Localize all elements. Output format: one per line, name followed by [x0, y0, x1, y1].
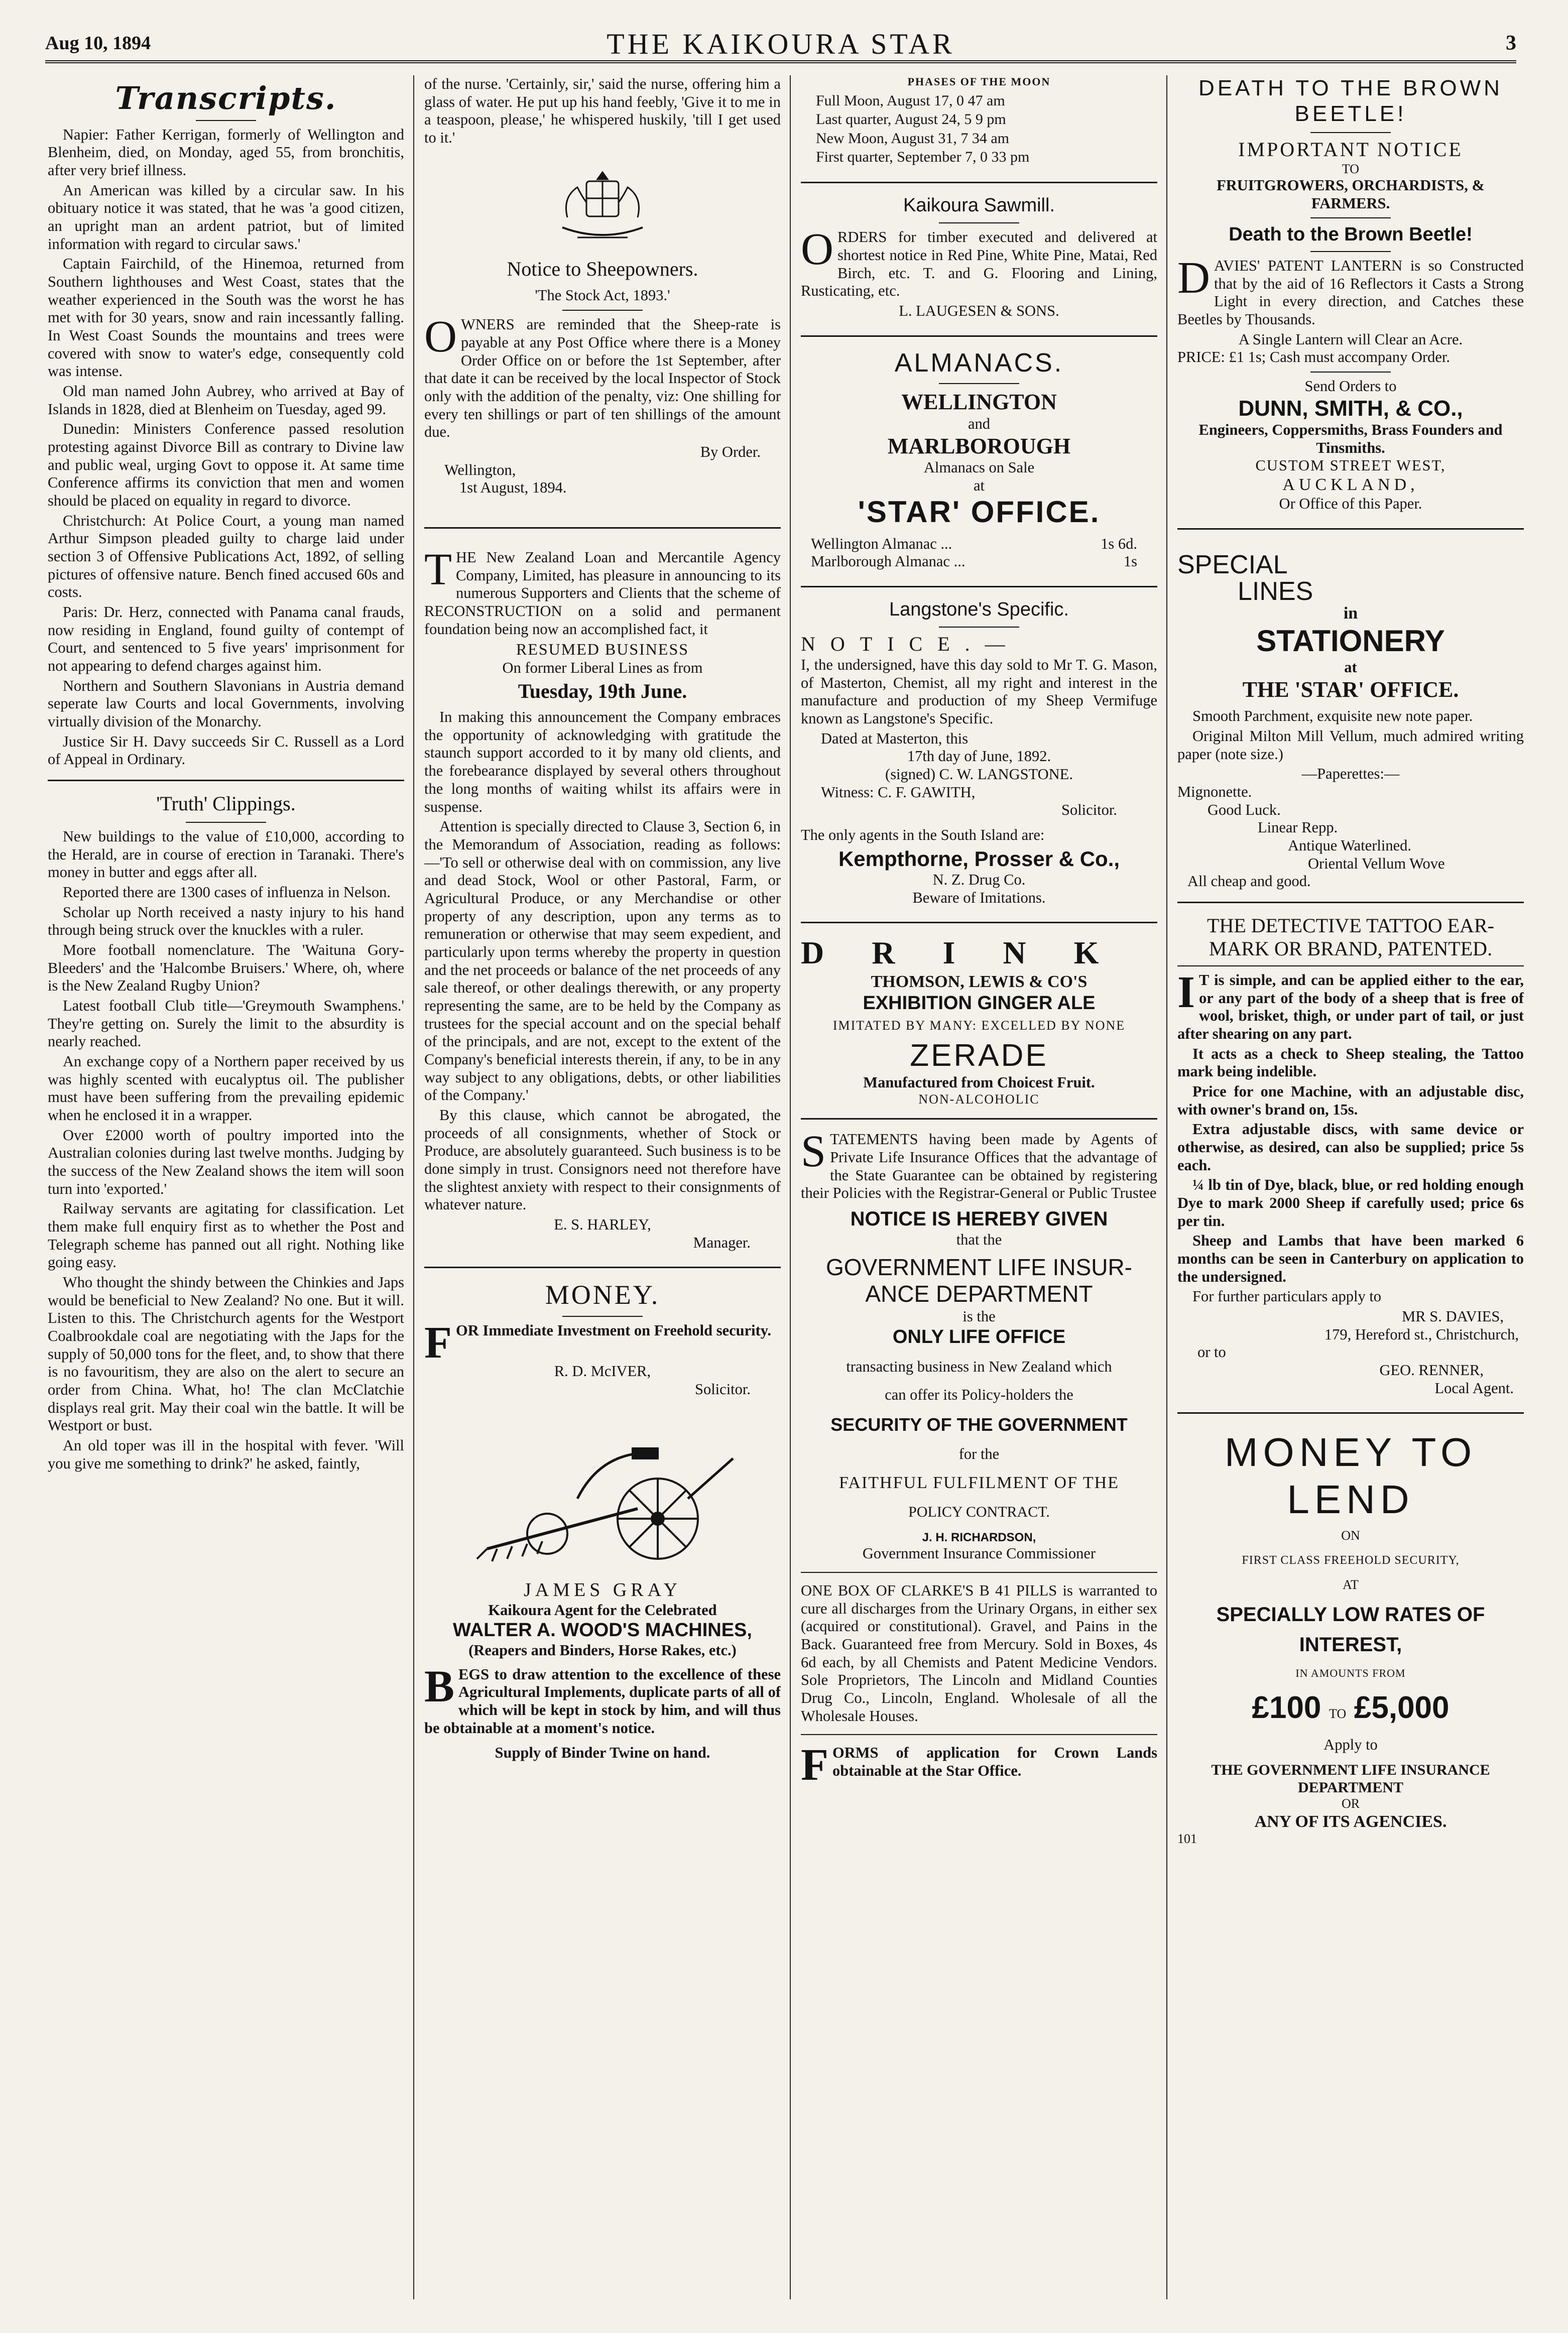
divider — [1310, 217, 1391, 218]
transcript-item: Napier: Father Kerrigan, formerly of Wellington and Blenheim, died, on Monday, aged 55, from bronchitis, after very brief illness. — [48, 126, 404, 179]
drink-manufactured: Manufactured from Choicest Fruit. — [863, 1074, 1095, 1091]
langstone-firm: Kempthorne, Prosser & Co., — [838, 846, 1120, 871]
notice-body: OWNERS are reminded that the Sheep-rate is payable at any Post Office where there is a Money Order Office on or before the 1st September, after that date it can be received by the local Inspector of Stock only with the addition of the penalty, viz: One shilling for every ten shillings or part of ten shillings of the amount due. — [424, 312, 781, 441]
langstone-firm2: N. Z. Drug Co. — [932, 871, 1026, 888]
tattoo-paragraph: It acts as a check to Sheep stealing, the Tattoo mark being indelible. — [1177, 1045, 1524, 1080]
almanacs-heading: ALMANACS. — [894, 348, 1064, 378]
langstone-date: 17th day of June, 1892. — [907, 748, 1051, 765]
notice-subheading: 'The Stock Act, 1893.' — [535, 287, 670, 304]
transcript-item: Dunedin: Ministers Conference passed resolution protesting against Divorce Bill as contrary to Divine law and public weal, urging Govt to oppose it. At same time Conference affirms its conviction that men and women should be placed on equality in regard to divorce. — [48, 420, 404, 509]
loan-former: On former Liberal Lines as from — [502, 659, 703, 676]
stationery-item: Mignonette. — [1177, 783, 1252, 800]
drink-imitated: IMITATED BY MANY: EXCELLED BY NONE — [832, 1018, 1126, 1033]
divider — [1310, 372, 1391, 373]
govlife-dept2: ANCE DEPARTMENT — [865, 1281, 1093, 1307]
lend-range — [1177, 1690, 1524, 1727]
loan-paragraph: In making this announcement the Company embraces the opportunity of acknowledging with gratitude the staunch support accorded to it by many old clients, and the forebearance displayed by several others throughout the long months of waiting whilst its affairs were in suspense. — [424, 708, 781, 815]
loan-role: Manager. — [693, 1234, 751, 1251]
divider — [1177, 1412, 1524, 1414]
stationery-item: Antique Waterlined. — [1288, 836, 1411, 854]
beetle-street: CUSTOM STREET WEST, — [1255, 457, 1446, 474]
divider — [801, 182, 1157, 183]
stationery-item: Smooth Parchment, exquisite new note paper. — [1192, 707, 1473, 725]
sawmill-body: ORDERS for timber executed and delivered at shortest notice in Red Pine, White Pine, Matai, Red Birch, etc. T. and G. Flooring and Lining, Rusticating, etc. — [801, 224, 1157, 300]
divider — [1177, 965, 1524, 966]
transcript-item: Northern and Southern Slavonians in Austria demand seperate law Courts and local Governments, involving virtually division of the Monarchy. — [48, 677, 404, 730]
lend-to: £5,000 — [1354, 1690, 1450, 1725]
govlife-notice: NOTICE IS HEREBY GIVEN — [850, 1208, 1108, 1231]
beetle-trades: Engineers, Coppersmiths, Brass Founders and Tinsmiths. — [1198, 421, 1503, 456]
langstone-witness: Witness: C. F. GAWITH, — [821, 783, 976, 801]
tattoo-or: or to — [1197, 1343, 1226, 1361]
lend-dept-1: THE GOVERNMENT LIFE INSURANCE — [1211, 1762, 1490, 1779]
clipping-item: More football nomenclature. The 'Waituna Gory-Bleeders' and the 'Halcombe Bruisers.' Where, oh, where is the New Zealand Rugby Union? — [48, 941, 404, 995]
govlife-policy: POLICY CONTRACT. — [908, 1504, 1050, 1521]
clipping-item: An old toper was ill in the hospital with fever. 'Will you give me something to drink?' he asked, faintly, — [48, 1437, 404, 1472]
lend-security: FIRST CLASS FREEHOLD SECURITY, — [1242, 1554, 1460, 1567]
column-3 — [801, 75, 1157, 2299]
stationery-item: —Paperettes:— — [1301, 765, 1400, 783]
beetle-price: PRICE: £1 1s; Cash must accompany Order. — [1177, 348, 1451, 366]
clipping-item: Scholar up North received a nasty injury to his hand through being struck over the knuckles with a ruler. — [48, 903, 404, 939]
loan-date: Tuesday, 19th June. — [518, 680, 687, 703]
money-role: Solicitor. — [695, 1380, 751, 1398]
divider — [939, 627, 1019, 628]
langstone-agents: The only agents in the South Island are: — [801, 826, 1045, 844]
divider — [196, 120, 256, 121]
column-4 — [1177, 75, 1524, 2299]
divider — [801, 1118, 1157, 1120]
drink-zerade: ZERADE — [910, 1038, 1048, 1073]
divider — [801, 1572, 1157, 1573]
lend-rates-2: INTEREST, — [1299, 1634, 1402, 1656]
drink-heading: DRINK — [801, 935, 1147, 971]
money-signer: R. D. McIVER, — [554, 1362, 651, 1380]
langstone-dated: Dated at Masterton, this — [821, 729, 969, 747]
almanac-price-row — [811, 535, 1137, 553]
govlife-is: is the — [962, 1308, 996, 1325]
divider — [1177, 902, 1524, 903]
clipping-item: Reported there are 1300 cases of influenza in Nelson. — [63, 883, 391, 901]
stationery-items — [1177, 707, 1524, 891]
royal-crest-icon — [547, 162, 658, 248]
clipping-item: Over £2000 worth of poultry imported into the Australian colonies during last twelve months. Judging by the success of the New Zealand shows the item will soon turn into 'exported.' — [48, 1126, 404, 1197]
divider — [1310, 251, 1391, 252]
almanac-price: 1s 6d. — [1101, 535, 1137, 552]
gray-name: JAMES GRAY — [523, 1579, 682, 1601]
stationery-item: Good Luck. — [1208, 801, 1281, 818]
lend-on: ON — [1341, 1528, 1360, 1543]
lend-heading-1: MONEY TO — [1224, 1430, 1477, 1475]
tattoo-agent: GEO. RENNER, — [1379, 1362, 1484, 1379]
govlife-signer: J. H. RICHARDSON, — [922, 1531, 1036, 1545]
langstone-witness-role: Solicitor. — [1061, 801, 1117, 819]
moon-phases-title: PHASES OF THE MOON — [907, 75, 1051, 88]
drink-product: EXHIBITION GINGER ALE — [863, 992, 1096, 1014]
beetle-office: Or Office of this Paper. — [1279, 495, 1422, 512]
tattoo-paragraph: Sheep and Lambs that have been marked 6 months can be seen in Canterbury on application to the undersigned. — [1177, 1232, 1524, 1285]
story-continuation: of the nurse. 'Certainly, sir,' said the nurse, offering him a glass of water. He put up his hand feebly, 'Give it to me in a teaspoon, please,' he whispered huskily, 'till I get used to it.' — [424, 75, 781, 147]
beetle-to: TO — [1342, 161, 1360, 176]
tattoo-agent-role: Local Agent. — [1434, 1379, 1514, 1397]
divider — [562, 310, 643, 311]
truth-clippings-list — [48, 828, 404, 1473]
truth-clippings-heading: 'Truth' Clippings. — [156, 792, 296, 815]
stationery-lines: LINES — [1238, 577, 1313, 606]
govlife-faithful: FAITHFUL FULFILMENT OF THE — [839, 1474, 1119, 1493]
clipping-item: New buildings to the value of £10,000, according to the Herald, are in course of erection in Taranaki. There's money in butter and eggs after all. — [48, 827, 404, 881]
issue-date: Aug 10, 1894 — [45, 33, 151, 54]
transcripts-list — [48, 126, 404, 769]
almanac-name: Wellington Almanac ... — [811, 535, 952, 552]
govlife-for: for the — [958, 1445, 1000, 1462]
govlife-dept1: GOVERNMENT LIFE INSUR- — [826, 1254, 1132, 1280]
tattoo-paragraph: Price for one Machine, with an adjustable disc, with owner's brand on, 15s. — [1177, 1083, 1524, 1118]
almanac-price-row — [811, 553, 1137, 571]
clipping-item: Latest football Club title—'Greymouth Swamphens.' They're getting on. Surely the limit to the absurdity is nearly reached. — [48, 997, 404, 1050]
stationery-office: THE 'STAR' OFFICE. — [1242, 677, 1459, 702]
tattoo-paragraph: For further particulars apply to — [1192, 1288, 1382, 1305]
divider — [48, 780, 404, 781]
sawmill-signer: L. LAUGESEN & SONS. — [899, 302, 1059, 319]
govlife-body: STATEMENTS having been made by Agents of Private Life Insurance Offices that the advantage of the State Guarantee can be obtained by registering their Policies with the Registrar-General or Public Trustee — [801, 1127, 1157, 1202]
almanacs-marlborough: MARLBOROUGH — [887, 433, 1071, 458]
loan-signer: E. S. HARLEY, — [554, 1215, 651, 1233]
tattoo-address: 179, Hereford st., Christchurch, — [1324, 1325, 1519, 1343]
notice-place: Wellington, — [444, 461, 516, 478]
transcript-item: Captain Fairchild, of the Hinemoa, returned from Southern lighthouses and West Coast, states that the weather experienced in the South was the worst he has met with for 30 years, snow and rain incessantly falling. In West Coast Sounds the mountains and trees were covered with snow to water's edge, consequently cold was intense. — [48, 255, 404, 380]
almanacs-and: and — [968, 415, 991, 432]
gray-twine: Supply of Binder Twine on hand. — [495, 1744, 710, 1762]
divider — [939, 383, 1019, 384]
beetle-firm: DUNN, SMITH, & CO., — [1238, 396, 1463, 421]
lend-apply: Apply to — [1323, 1736, 1378, 1754]
column-rule — [413, 75, 414, 2299]
moon-phase: Full Moon, August 17, 0 47 am — [816, 92, 1005, 109]
almanac-name: Marlborough Almanac ... — [811, 553, 966, 570]
gray-machines: WALTER A. WOOD'S MACHINES, — [453, 1620, 752, 1641]
lend-agencies: ANY OF ITS AGENCIES. — [1254, 1812, 1447, 1831]
divider — [1177, 528, 1524, 530]
clipping-item: Railway servants are agitating for classification. Let them make full enquiry first as to whether the Post and Telegraph scheme has panned out all right. Nothing like going easy. — [48, 1200, 404, 1271]
money-body: FOR Immediate Investment on Freehold security. — [424, 1318, 771, 1368]
govlife-only: ONLY LIFE OFFICE — [892, 1326, 1066, 1347]
divider — [801, 922, 1157, 923]
almanacs-office: 'STAR' OFFICE. — [858, 495, 1101, 529]
divider — [801, 1734, 1157, 1735]
stationery-at: at — [1344, 659, 1357, 676]
transcript-item: An American was killed by a circular saw. In his obituary notice it was stated, that he was 'a good citizen, an upright man an ardent patriot, but of limited information with regard to circular saws.' — [48, 181, 404, 253]
moon-phase: First quarter, September 7, 0 33 pm — [816, 149, 1030, 166]
govlife-transacting: transacting business in New Zealand which — [846, 1358, 1112, 1376]
stationery-special: SPECIAL — [1177, 550, 1288, 579]
loan-paragraph: By this clause, which cannot be abrogated, the proceeds of all consignments, whether of Stock or Produce, are absolutely guaranteed. Such business is to be done simply in trust. Consignors need not therefore have the slightest anxiety with respect to their consignments of whatever nature. — [424, 1106, 781, 1213]
clipping-item: Who thought the shindy between the Chinkies and Japs would be beneficial to New Zealand? No one. But it will. Listen to this. The Christchurch agents for the Westport Coalbrookdale coal are negotiating with the Japs for the supply of 50,000 tons for the fleet, and, to show that there is no favouritism, they are also on the alert to secure an order from China. What, ho! The clan McClatchie displays real grit. May their coal win the battle. It will be Westport or bust. — [48, 1273, 404, 1434]
transcript-item: Justice Sir H. Davy succeeds Sir C. Russell as a Lord of Appeal in Ordinary. — [48, 732, 404, 768]
divider — [424, 1267, 781, 1268]
divider — [939, 222, 1019, 223]
tattoo-paragraph: IT is simple, and can be applied either to the ear, or any part of the body of a sheep that is free of wool, brisket, thigh, or under part of tail, or just after shearing on any part. — [1177, 967, 1524, 1043]
transcript-item: Old man named John Aubrey, who arrived at Bay of Islands in 1828, died at Blenheim on Tuesday, aged 99. — [48, 382, 404, 418]
moon-phases-list — [801, 91, 1157, 167]
lend-amounts: IN AMOUNTS FROM — [1295, 1667, 1406, 1680]
sawmill-heading: Kaikoura Sawmill. — [903, 194, 1055, 216]
divider — [801, 586, 1157, 587]
gray-body: BEGS to draw attention to the excellence of these Agricultural Implements, duplicate parts of all of which will be kept in stock by him, and will thus be obtainable at a moment's notice. — [424, 1661, 781, 1737]
govlife-security: SECURITY OF THE GOVERNMENT — [830, 1414, 1128, 1435]
notice-by: By Order. — [700, 443, 761, 460]
stationery-in: in — [1343, 604, 1358, 623]
gray-agent: Kaikoura Agent for the Celebrated — [488, 1601, 717, 1619]
stationery-word: STATIONERY — [1256, 624, 1445, 658]
langstone-signed: (signed) C. W. LANGSTONE. — [885, 766, 1073, 783]
stationery-item: All cheap and good. — [1187, 873, 1311, 890]
tattoo-signer: MR S. DAVIES, — [1402, 1308, 1504, 1325]
beetle-heading: DEATH TO THE BROWN BEETLE! — [1198, 76, 1503, 127]
almanac-price: 1s — [1123, 553, 1137, 570]
lend-from: £100 — [1252, 1690, 1321, 1725]
money-heading: MONEY. — [545, 1280, 660, 1310]
langstone-beware: Beware of Imitations. — [912, 889, 1046, 906]
column-rule — [790, 75, 791, 2299]
tattoo-paragraph: ¼ lb tin of Dye, black, blue, or red holding enough Dye to mark 2000 Sheep if carefully used; price 6s per tin. — [1177, 1176, 1524, 1230]
masthead — [45, 25, 1516, 63]
beetle-subheading: Death to the Brown Beetle! — [1229, 224, 1473, 245]
clarke-pills-body: ONE BOX OF CLARKE'S B 41 PILLS is warranted to cure all discharges from the Urinary Organs, in either sex (acquired or constitutional). Gravel, and Pains in the Back. Guaranteed free from Mercury. Sold in Boxes, 4s 6d each, by all Chemists and Patent Medicine Vendors. Sole Proprietors, The Lincoln and Midland Counties Drug Co., Lincoln, England. Wholesale of all the Wholesale Houses. — [801, 1582, 1157, 1725]
newspaper-title: THE KAIKOURA STAR — [607, 28, 955, 60]
langstone-notice: NOTICE.— — [801, 633, 1020, 656]
transcript-item: Paris: Dr. Herz, connected with Panama canal frauds, now residing in England, found guilty of contempt of Court, and sentenced to 5 five years' imprisonment for not appearing to defend charges against him. — [48, 603, 404, 675]
beetle-notice: IMPORTANT NOTICE — [1238, 138, 1463, 161]
clipping-item: An exchange copy of a Northern paper received by us was highly scented with eucalyptus oil. The publisher must have been suffering from the prevailing epidemic when he enclosed it in a wrapper. — [48, 1052, 404, 1124]
drink-non-alcoholic: NON-ALCOHOLIC — [918, 1092, 1040, 1107]
lend-or: OR — [1341, 1796, 1360, 1811]
lend-heading-2: LEND — [1287, 1477, 1414, 1522]
notice-sheepowners-heading: Notice to Sheepowners. — [507, 257, 698, 280]
divider — [562, 1316, 643, 1317]
langstone-body: I, the undersigned, have this day sold to Mr T. G. Mason, of Masterton, Chemist, all my right and interest in the manufacture and production of my Sheep Vermifuge known as Langstone's Specific. — [801, 656, 1157, 727]
transcript-item: Christchurch: At Police Court, a young man named Arthur Simpson pleaded guilty to charge laid under section 3 of Offensive Publications Act, 1892, of selling pictures of offensive nature. Bench fined accused 60s and costs. — [48, 512, 404, 601]
lend-at: AT — [1343, 1577, 1359, 1592]
divider — [424, 527, 781, 529]
divider — [186, 822, 266, 823]
divider — [801, 335, 1157, 337]
lend-dept-2: DEPARTMENT — [1297, 1779, 1404, 1796]
crown-lands-forms: FORMS of application for Crown Lands obtainable at the Star Office. — [801, 1740, 1157, 1790]
govlife-role: Government Insurance Commissioner — [862, 1545, 1096, 1562]
notice-date: 1st August, 1894. — [459, 479, 567, 497]
govlife-can: can offer its Policy-holders the — [885, 1386, 1073, 1403]
column-rule — [1166, 75, 1167, 2299]
tattoo-heading: THE DETECTIVE TATTOO EAR-MARK OR BRAND, PATENTED. — [1207, 914, 1494, 960]
langstone-heading: Langstone's Specific. — [889, 598, 1069, 620]
drink-makers: THOMSON, LEWIS & CO'S — [871, 972, 1088, 992]
reaper-machine-icon — [467, 1418, 738, 1569]
transcripts-heading: Transcripts. — [115, 80, 337, 116]
loan-resumed: RESUMED BUSINESS — [516, 640, 689, 659]
almanacs-wellington: WELLINGTON — [901, 390, 1057, 415]
divider — [1310, 132, 1391, 133]
moon-phase: Last quarter, August 24, 5 9 pm — [816, 111, 1006, 128]
almanacs-sale: Almanacs on Sale — [923, 458, 1035, 476]
beetle-body: DAVIES' PATENT LANTERN is so Constructed that by the aid of 16 Reflectors it Casts a Strong Light in every direction, and Catches these Beetles by Thousands. — [1177, 253, 1524, 328]
stationery-item: Linear Repp. — [1258, 819, 1338, 836]
loan-intro: THE New Zealand Loan and Mercantile Agency Company, Limited, has pleasure in announcing to its numerous Supporters and Clients that the scheme of RECONSTRUCTION on a solid and permanent foundation being now an accomplished fact, it — [424, 544, 781, 638]
loan-paragraph: Attention is specially directed to Clause 3, Section 6, in the Memorandum of Association, reading as follows:—'To sell or otherwise deal with on commission, any live and dead Stock, Wool or other Pastoral, Farm, or Agricultural Produce, or any Merchandise or other property of any description, upon any terms as to remuneration or otherwise that may seem expedient, and particularly upon terms whereby the property in question and the net proceeds or balance of the net proceeds of any sale thereof, or other dealings therewith, or any property representing the same, are to be held by the Company as trustees for the special account and on the special behalf of the principals, and are not, except to the extent of the Company's beneficial interests therein, if any, to be in any way subject to any obligations, debts, or other liabilities of the Company.' — [424, 818, 781, 1104]
govlife-that: that the — [956, 1231, 1002, 1248]
lend-to-word: TO — [1329, 1706, 1347, 1721]
tattoo-paragraph: Extra adjustable discs, with same device or otherwise, as desired, can also be supplied; price 5s each. — [1177, 1121, 1524, 1174]
almanac-price-list — [801, 530, 1157, 571]
beetle-acre: A Single Lantern will Clear an Acre. — [1238, 330, 1463, 348]
stationery-item: Original Milton Mill Vellum, much admired writing paper (note size.) — [1177, 727, 1524, 763]
beetle-city: AUCKLAND, — [1282, 475, 1419, 495]
column-1 — [48, 75, 404, 2299]
moon-phase: New Moon, August 31, 7 34 am — [816, 130, 1009, 147]
column-2 — [424, 75, 781, 2299]
page-number: 3 — [1506, 32, 1516, 55]
gray-types: (Reapers and Binders, Horse Rakes, etc.) — [468, 1641, 737, 1659]
lend-rates-1: SPECIALLY LOW RATES OF — [1216, 1603, 1485, 1626]
almanacs-at: at — [973, 476, 985, 494]
lend-footer-number: 101 — [1177, 1831, 1197, 1847]
stationery-item: Oriental Vellum Wove — [1308, 854, 1445, 872]
beetle-send: Send Orders to — [1304, 377, 1397, 395]
tattoo-body — [1177, 967, 1524, 1306]
beetle-audience: FRUITGROWERS, ORCHARDISTS, & FARMERS. — [1217, 177, 1485, 212]
